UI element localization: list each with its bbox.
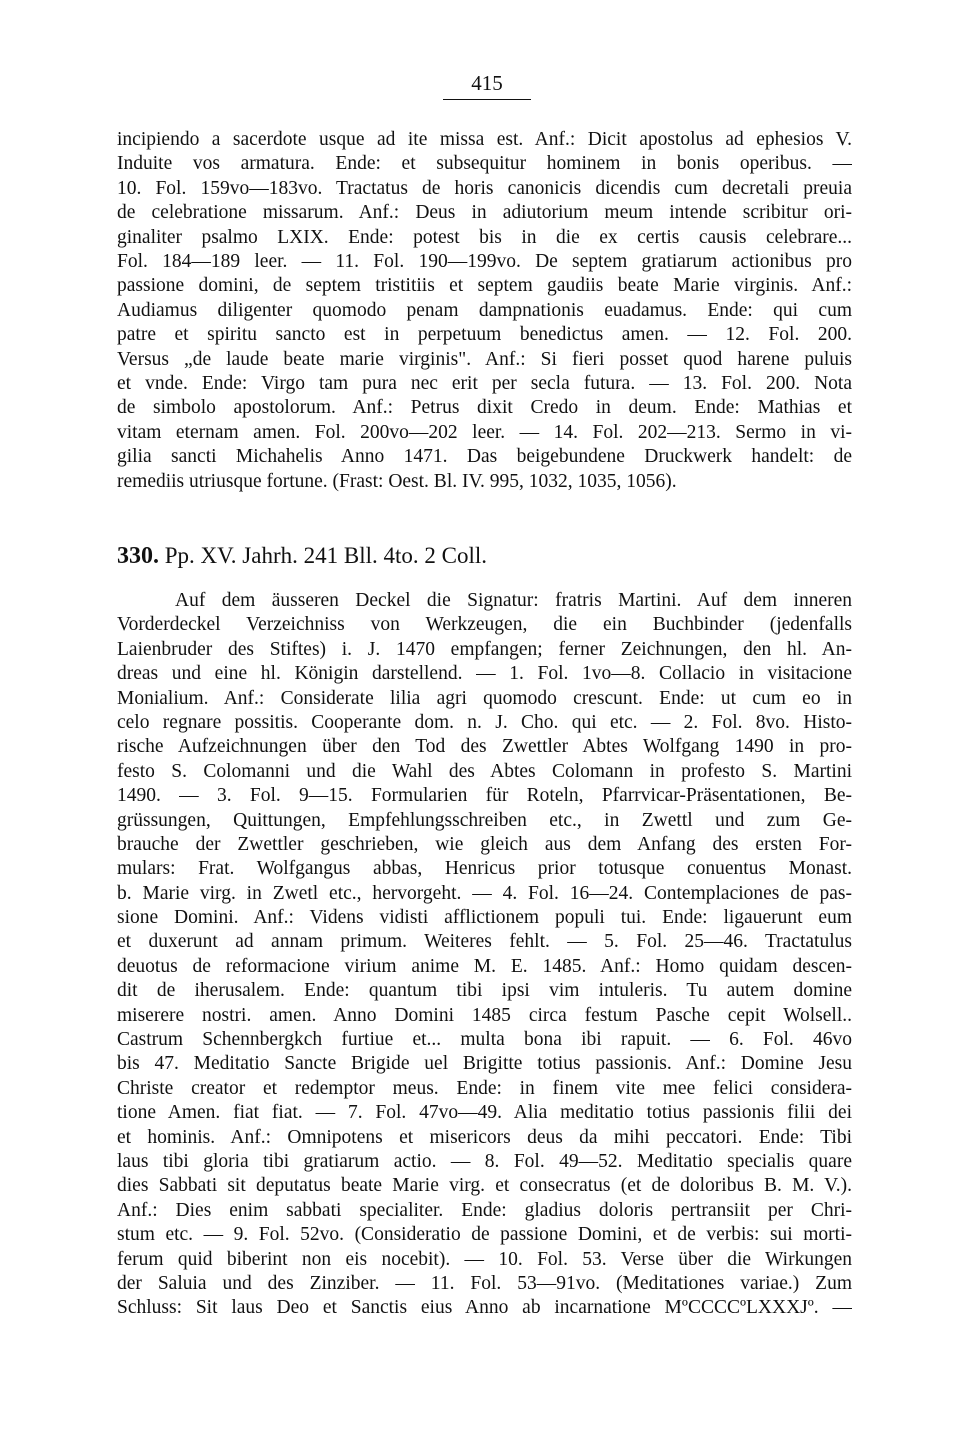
text-line: Auf dem äusseren Deckel die Signatur: fratris Martini. Auf dem inneren <box>175 590 852 611</box>
text-line: et hominis. Anf.: Omnipotens et misericors deus da mihi peccatori. Ende: Tibi <box>117 1126 852 1148</box>
text-line: de celebratione missarum. Anf.: Deus in adiutorium meum intende scribitur ori- <box>117 202 852 224</box>
text-line: patre et spiritu sancto est in perpetuum benedictus amen. — 12. Fol. 200. <box>117 324 852 346</box>
text-line: tione Amen. fiat fiat. — 7. Fol. 47vo—49. Alia meditatio totius passionis filii dei <box>117 1102 852 1124</box>
text-line: de simbolo apostolorum. Anf.: Petrus dixit Credo in deum. Ende: Mathias et <box>117 397 852 419</box>
text-line: remediis utriusque fortune. (Frast: Oest. Bl. IV. 995, 1032, 1035, 1056). <box>117 470 677 492</box>
text-line: stum etc. — 9. Fol. 52vo. (Consideratio de passione Domini, et de verbis: sui morti- <box>117 1224 852 1246</box>
text-line: 10. Fol. 159vo—183vo. Tractatus de horis canonicis dicendis cum decretali preuia <box>117 177 852 199</box>
text-line: Versus „de laude beate marie virginis". Anf.: Si fieri posset quod harene puluis <box>117 348 852 370</box>
text-line: brauche der Zwettler geschrieben, wie gleich aus dem Anfang des ersten For- <box>117 833 852 855</box>
text-line: celo regnare possitis. Cooperante dom. n. J. Cho. qui etc. — 2. Fol. 8vo. Histo- <box>117 711 852 733</box>
text-line: ginaliter psalmo LXIX. Ende: potest bis in die ex certis causis celebrare... <box>117 226 852 248</box>
text-line: dreas und eine hl. Königin darstellend. — 1. Fol. 1vo—8. Collacio in visitacione <box>117 663 852 685</box>
text-line: vitam eternam amen. Fol. 200vo—202 leer. — 14. Fol. 202—213. Sermo in vi- <box>117 421 852 443</box>
text-line: dies Sabbati sit deputatus beate Marie virg. et consecratus (et de doloribus B. M. V.). <box>117 1175 852 1197</box>
text-line: dit de iherusalem. Ende: quantum tibi ipsi vim intuleris. Tu autem domine <box>117 980 852 1002</box>
text-line: mulars: Frat. Wolfgangus abbas, Henricus prior totusque conuentus Monast. <box>117 858 852 880</box>
text-line: Induite vos armatura. Ende: et subsequitur hominem in bonis operibus. — <box>117 153 852 175</box>
entry-330-body <box>117 589 852 1321</box>
page-number-rule <box>443 99 531 100</box>
text-line: bis 47. Meditatio Sancte Brigide uel Brigitte totius passionis. Anf.: Domine Jesu <box>117 1053 852 1075</box>
text-line: Monialium. Anf.: Considerate lilia agri quomodo crescunt. Ende: ut cum eo in <box>117 687 852 709</box>
page-number: 415 <box>471 71 503 95</box>
text-line: rische Aufzeichnungen über den Tod des Zwettler Abtes Wolfgang 1490 in pro- <box>117 736 852 758</box>
text-line: deuotus de reformacione virium anime M. E. 1485. Anf.: Homo quidam descen- <box>117 955 852 977</box>
entry-heading-text: Pp. XV. Jahrh. 241 Bll. 4to. 2 Coll. <box>164 543 487 568</box>
text-line: Christe creator et redemptor meus. Ende: in finem vite mee felici considera- <box>117 1077 852 1099</box>
text-line: Laienbruder des Stiftes) i. J. 1470 empfangen; ferner Zeichnungen, den hl. An- <box>117 638 852 660</box>
entry-number: 330. <box>117 543 159 569</box>
entry-329-continuation <box>117 128 852 494</box>
text-line: sione Domini. Anf.: Videns vidisti afflictionem populi tui. Ende: ligauerunt eum <box>117 907 852 929</box>
text-line: ferum quid biberint non eis nocebit). — 10. Fol. 53. Verse über die Wirkungen <box>117 1248 852 1270</box>
text-line: miserere nostri. amen. Anno Domini 1485 circa festum Pasche cepit Wolsell.. <box>117 1004 852 1026</box>
text-line: festo S. Colomanni und die Wahl des Abtes Colomann in profesto S. Martini <box>117 760 852 782</box>
text-line: Fol. 184—189 leer. — 11. Fol. 190—199vo. De septem gratiarum actionibus pro <box>117 251 852 273</box>
text-line: laus tibi gloria tibi gratiarum actio. — 8. Fol. 49—52. Meditatio specialis quare <box>117 1150 852 1172</box>
text-line: incipiendo a sacerdote usque ad ite missa est. Anf.: Dicit apostolus ad ephesios V. <box>117 129 852 150</box>
text-line: passione domini, de septem tristitiis et septem gaudiis beate Marie virginis. Anf.: <box>117 275 852 297</box>
text-line: et vnde. Ende: Virgo tam pura nec erit per secla futura. — 13. Fol. 200. Nota <box>117 373 852 395</box>
text-line: Vorderdeckel Verzeichniss von Werkzeugen, die ein Buchbinder (jedenfalls <box>117 614 852 636</box>
text-line: Schluss: Sit laus Deo et Sanctis eius Anno ab incarnatione MºCCCCºLXXXJº. — <box>117 1297 852 1319</box>
text-line: Audiamus diligenter quomodo penam dampnationis euadamus. Ende: qui cum <box>117 299 852 321</box>
text-line: Castrum Schennbergkch furtiue et... multa bona ibi rapuit. — 6. Fol. 46vo <box>117 1029 852 1051</box>
text-line: der Saluia und des Zinziber. — 11. Fol. 53—91vo. (Meditationes variae.) Zum <box>117 1272 852 1294</box>
text-line: grüssungen, Quittungen, Empfehlungsschreiben etc., in Zwettl und zum Ge- <box>117 809 852 831</box>
text-line: gilia sancti Michahelis Anno 1471. Das beigebundene Druckwerk handelt: de <box>117 446 852 468</box>
text-line: Anf.: Dies enim sabbati specialiter. Ende: gladius doloris pertransiit per Chri- <box>117 1199 852 1221</box>
entry-330-heading <box>117 541 487 571</box>
text-line: 1490. — 3. Fol. 9—15. Formularien für Roteln, Pfarrvicar-Präsentationen, Be- <box>117 785 852 807</box>
text-line: et duxerunt ad annam primum. Weiteres fehlt. — 5. Fol. 25—46. Tractatulus <box>117 931 852 953</box>
text-line: b. Marie virg. in Zwetl etc., hervorgeht. — 4. Fol. 16—24. Contemplaciones de pas- <box>117 882 852 904</box>
